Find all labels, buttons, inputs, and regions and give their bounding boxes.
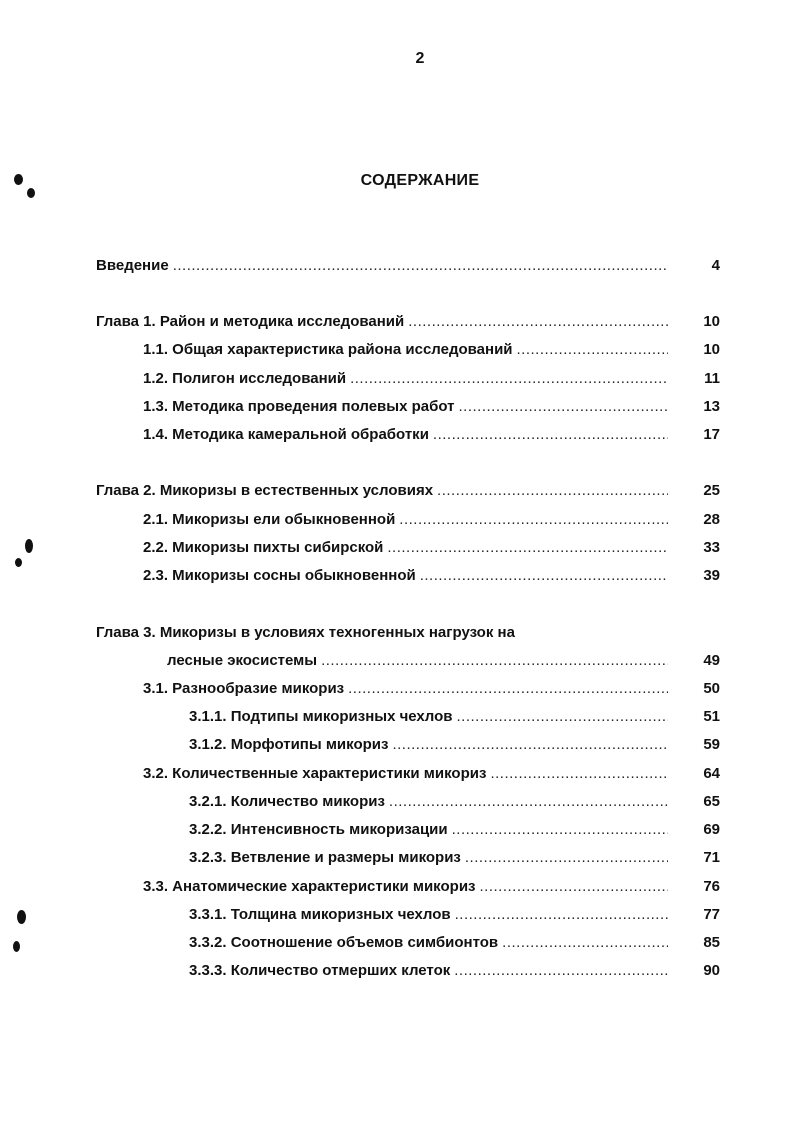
toc-entry-page: 90 [703,962,720,979]
toc-entry-3-2 [143,765,720,783]
dot-leader [490,765,668,783]
toc-entry-label: 3.3.2. Соотношение объемов симбионтов [189,934,499,951]
dot-leader [480,878,669,896]
dot-leader [433,426,668,444]
toc-entry-page: 17 [703,426,720,443]
toc-entry-3-3-2 [189,934,720,952]
toc-entry-label: 3.1. Разнообразие микориз [143,680,345,697]
toc-entry-3-3 [143,878,720,896]
dot-leader [452,821,668,839]
toc-entry-3-3-3 [189,962,720,980]
scan-speck [25,539,33,553]
toc-entry-3-1 [143,680,720,698]
dot-leader [457,708,669,726]
toc-entry-page: 69 [703,821,720,838]
toc-entry-page: 10 [703,313,720,330]
toc-entry-page: 4 [711,257,720,274]
toc-entry-label: 2.1. Микоризы ели обыкновенной [143,511,396,528]
dot-leader [517,341,668,359]
toc-entry-3-2-2 [189,821,720,839]
dot-leader [321,652,668,670]
toc-entry-1-4 [143,426,720,444]
toc-entry-chapter-3 [96,624,668,642]
dot-leader [437,482,668,500]
scan-speck [13,941,20,952]
toc-entry-label: 3.3.1. Толщина микоризных чехлов [189,906,451,923]
dot-leader [387,539,668,557]
dot-leader [399,511,668,529]
toc-entry-page: 76 [703,878,720,895]
dot-leader [392,736,668,754]
toc-entry-page: 39 [703,567,720,584]
toc-entry-label: 3.2. Количественные характеристики микориз [143,765,487,782]
scan-speck [17,910,26,924]
toc-entry-label: 2.3. Микоризы сосны обыкновенной [143,567,416,584]
toc-entry-2-2 [143,539,720,557]
toc-entry-1-1 [143,341,720,359]
toc-entry-page: 65 [703,793,720,810]
toc-entry-label: 1.3. Методика проведения полевых работ [143,398,455,415]
scan-speck [27,188,35,198]
toc-entry-page: 25 [703,482,720,499]
scan-speck [15,558,22,567]
page-number: 2 [415,50,425,67]
toc-entry-page: 64 [703,765,720,782]
dot-leader [455,906,668,924]
toc-entry-2-3 [143,567,720,585]
toc-entry-page: 49 [703,652,720,669]
toc-entry-3-2-1 [189,793,720,811]
toc-entry-2-1 [143,511,720,529]
toc-entry-label: 1.1. Общая характеристика района исследований [143,341,513,358]
toc-entry-intro [96,257,720,275]
toc-entry-page: 77 [703,906,720,923]
toc-entry-label: Глава 1. Район и методика исследований [96,313,405,330]
toc-entry-chapter-1 [96,313,720,331]
dot-leader [454,962,668,980]
toc-entry-label: 1.4. Методика камеральной обработки [143,426,429,443]
toc-entry-label: 3.2.1. Количество микориз [189,793,385,810]
toc-entry-label: Глава 2. Микоризы в естественных условиях [96,482,434,499]
toc-entry-page: 33 [703,539,720,556]
toc-entry-label: 3.2.3. Ветвление и размеры микориз [189,849,461,866]
toc-entry-page: 13 [703,398,720,415]
toc-entry-3-1-2 [189,736,720,754]
toc-entry-1-2 [143,370,720,388]
toc-entry-3-1-1 [189,708,720,726]
toc-entry-chapter-2 [96,482,720,500]
dot-leader [350,370,668,388]
toc-entry-chapter-3-cont [167,652,720,670]
toc-entry-label: 3.3.3. Количество отмерших клеток [189,962,451,979]
toc-entry-page: 50 [703,680,720,697]
dot-leader [420,567,668,585]
toc-entry-page: 51 [703,708,720,725]
toc-entry-page: 71 [703,849,720,866]
toc-entry-label: лесные экосистемы [167,652,318,669]
dot-leader [502,934,668,952]
toc-entry-label: Глава 3. Микоризы в условиях техногенных нагрузок на [96,624,515,641]
toc-entry-label: 3.2.2. Интенсивность микоризации [189,821,448,838]
dot-leader [389,793,668,811]
toc-entry-label: 3.1.1. Подтипы микоризных чехлов [189,708,453,725]
toc-entry-label: 1.2. Полигон исследований [143,370,347,387]
dot-leader [348,680,668,698]
toc-entry-3-3-1 [189,906,720,924]
toc-entry-page: 59 [703,736,720,753]
toc-title: СОДЕРЖАНИЕ [360,172,480,189]
toc-entry-1-3 [143,398,720,416]
toc-entry-page: 10 [703,341,720,358]
toc-entry-page: 85 [703,934,720,951]
toc-entry-label: 3.1.2. Морфотипы микориз [189,736,389,753]
toc-entry-page: 28 [703,511,720,528]
toc-entry-3-2-3 [189,849,720,867]
dot-leader [173,257,668,275]
scan-speck [14,174,23,185]
toc-entry-label: 3.3. Анатомические характеристики микориз [143,878,476,895]
dot-leader [458,398,668,416]
toc-entry-page: 11 [704,370,720,387]
dot-leader [465,849,668,867]
toc-entry-label: Введение [96,257,169,274]
dot-leader [408,313,668,331]
toc-entry-label: 2.2. Микоризы пихты сибирской [143,539,384,556]
